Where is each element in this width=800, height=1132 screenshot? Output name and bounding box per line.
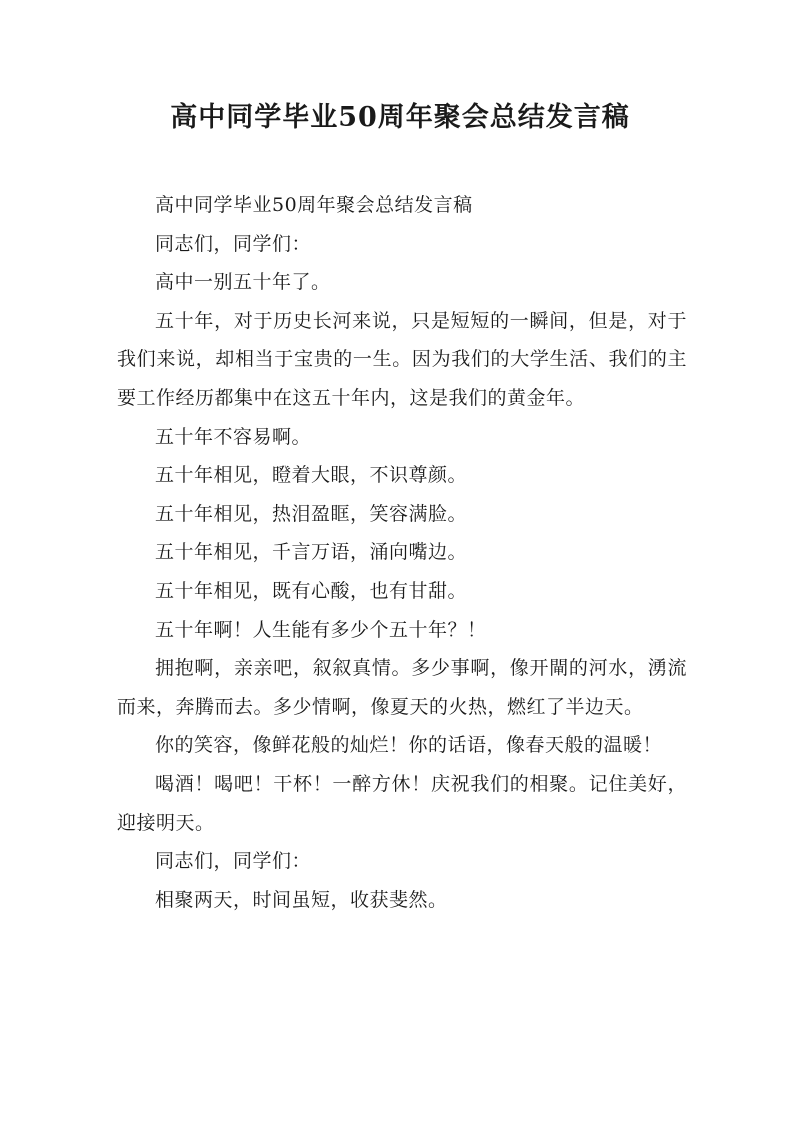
paragraph: 五十年相见，既有心酸，也有甘甜。: [155, 579, 468, 602]
paragraph-salutation: 同志们，同学们：: [155, 850, 312, 873]
document-title: 高中同学毕业50周年聚会总结发言稿: [170, 102, 630, 133]
paragraph: 高中一别五十年了。: [155, 271, 331, 294]
paragraph: 五十年啊！人生能有多少个五十年？！: [155, 618, 487, 641]
paragraph: 相聚两天，时间虽短，收获斐然。: [155, 888, 448, 911]
paragraph: 你的笑容，像鲜花般的灿烂！你的话语，像春天般的温暖！: [155, 734, 663, 757]
paragraph: 五十年相见，千言万语，涌向嘴边。: [155, 541, 468, 564]
paragraph: 五十年相见，瞪着大眼，不识尊颜。: [155, 464, 468, 487]
paragraph: 拥抱啊，亲亲吧，叙叙真情。多少事啊，像开閘的河水，湧流而来，奔腾而去。多少情啊，像夏天的火热，燃红了半边天。: [117, 657, 687, 718]
paragraph: 喝酒！喝吧！干杯！一醉方休！庆祝我们的相聚。记住美好，迎接明天。: [117, 772, 687, 834]
paragraph: 五十年相见，热泪盈眶，笑容满脸。: [155, 502, 468, 525]
paragraph-salutation: 同志们，同学们：: [155, 232, 312, 255]
paragraph: 五十年不容易啊。: [155, 425, 312, 448]
paragraph: 五十年，对于历史长河来说，只是短短的一瞬间，但是，对于我们来说，却相当于宝贵的一生。因为我们的大学生活、我们的主要工作经历都集中在这五十年内，这是我们的黄金年。: [117, 309, 687, 409]
paragraph-doc-heading: 高中同学毕业50周年聚会总结发言稿: [155, 194, 473, 216]
document-body: [117, 186, 687, 919]
